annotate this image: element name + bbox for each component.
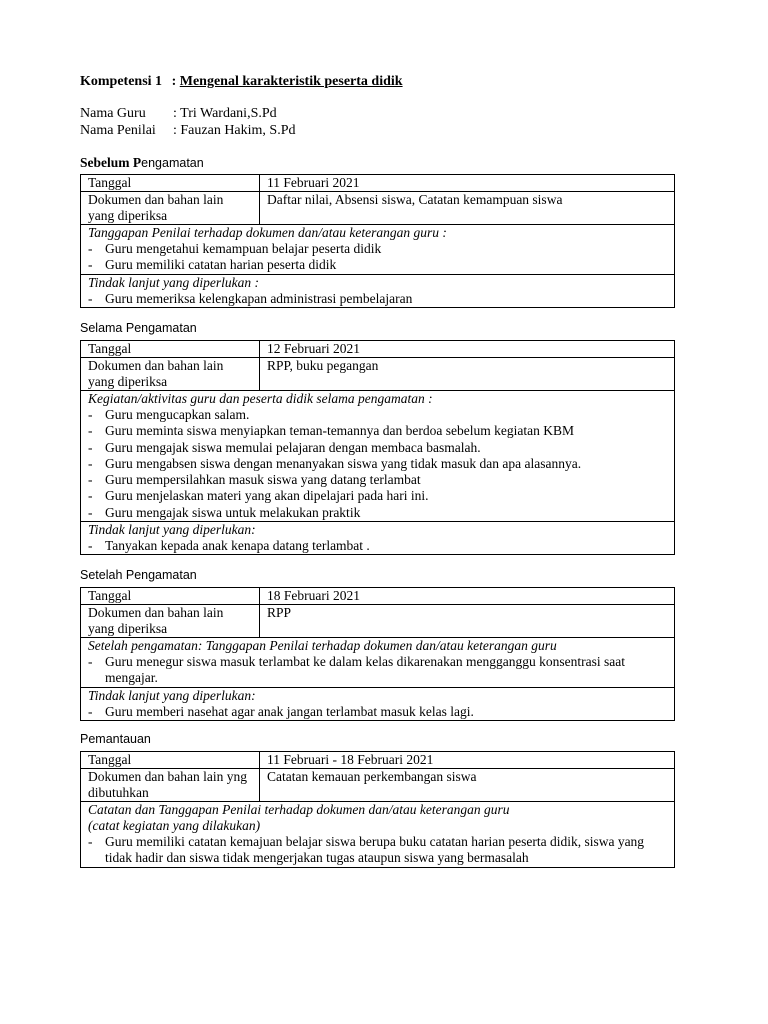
assessor-name-row (80, 123, 296, 139)
date-label: Tanggal (81, 341, 260, 358)
table-during (80, 340, 675, 555)
page-title (80, 74, 403, 90)
list-item: - Tanyakan kepada anak kenapa datang terlambat . (88, 538, 667, 554)
activities-title: Kegiatan/aktivitas guru dan peserta didik selama pengamatan : (88, 391, 433, 406)
list-item: - Guru mengajak siswa untuk melakukan praktik (88, 505, 667, 521)
assessor-response-title: Tanggapan Penilai terhadap dokumen dan/atau keterangan guru : (88, 225, 447, 240)
list-item: - Guru mengetahui kemampuan belajar peserta didik (88, 241, 667, 257)
teacher-name-row (80, 106, 277, 122)
date-value: 11 Februari - 18 Februari 2021 (260, 752, 675, 769)
list-item: - Guru menegur siswa masuk terlambat ke dalam kelas dikarenakan mengganggu konsentrasi saat mengajar. (88, 654, 667, 687)
competency-title: Mengenal karakteristik peserta didik (179, 74, 403, 89)
section-heading-before-bold: Sebelum P (80, 155, 142, 170)
notes-title: Catatan dan Tanggapan Penilai terhadap dokumen dan/atau keterangan guru (88, 802, 510, 817)
followup-title: Tindak lanjut yang diperlukan: (88, 522, 256, 538)
notes-subtitle: (catat kegiatan yang dilakukan) (88, 818, 261, 833)
assessor-response-cell (81, 225, 675, 275)
list-item: - Guru memberi nasehat agar anak jangan terlambat masuk kelas lagi. (88, 704, 667, 720)
title-separator: : (171, 74, 177, 89)
documents-label: Dokumen dan bahan lain yang diperiksa (81, 192, 260, 225)
list-item: - Guru mempersilahkan masuk siswa yang datang terlambat (88, 472, 667, 488)
notes-cell (81, 802, 675, 868)
list-item: - Guru mengucapkan salam. (88, 407, 667, 423)
date-label: Tanggal (81, 588, 260, 605)
documents-value: Daftar nilai, Absensi siswa, Catatan kemampuan siswa (260, 192, 675, 225)
followup-title: Tindak lanjut yang diperlukan : (88, 274, 259, 290)
assessor-name-value: : Fauzan Hakim, S.Pd (173, 123, 296, 138)
date-label: Tanggal (81, 175, 260, 192)
date-value: 18 Februari 2021 (260, 588, 675, 605)
section-heading-during: Selama Pengamatan (80, 321, 197, 335)
table-after (80, 587, 675, 721)
teacher-name-value: : Tri Wardani,S.Pd (173, 106, 277, 121)
table-before (80, 174, 675, 308)
assessor-response-title: Setelah pengamatan: Tanggapan Penilai terhadap dokumen dan/atau keterangan guru (88, 638, 557, 653)
assessor-name-label: Nama Penilai (80, 123, 156, 138)
documents-label: Dokumen dan bahan lain yang diperiksa (81, 605, 260, 638)
section-heading-after: Setelah Pengamatan (80, 568, 197, 582)
documents-value: Catatan kemauan perkembangan siswa (260, 769, 675, 802)
documents-label: Dokumen dan bahan lain yng dibutuhkan (81, 769, 260, 802)
section-heading-before (80, 155, 204, 171)
list-item: - Guru memiliki catatan harian peserta didik (88, 257, 667, 273)
teacher-name-label: Nama Guru (80, 106, 146, 121)
section-heading-before-rest: engamatan (141, 156, 204, 170)
followup-title: Tindak lanjut yang diperlukan: (88, 687, 256, 703)
list-item: - Guru mengabsen siswa dengan menanyakan siswa yang tidak masuk dan apa alasannya. (88, 456, 667, 472)
competency-label: Kompetensi 1 (80, 74, 163, 89)
list-item: - Guru meminta siswa menyiapkan teman-temannya dan berdoa sebelum kegiatan KBM (88, 423, 667, 439)
followup-cell (81, 687, 675, 720)
section-heading-monitoring: Pemantauan (80, 732, 151, 746)
date-label: Tanggal (81, 752, 260, 769)
followup-cell (81, 522, 675, 555)
followup-cell (81, 274, 675, 307)
date-value: 11 Februari 2021 (260, 175, 675, 192)
documents-label: Dokumen dan bahan lain yang diperiksa (81, 358, 260, 391)
list-item: - Guru memeriksa kelengkapan administrasi pembelajaran (88, 291, 667, 307)
list-item: - Guru memiliki catatan kemajuan belajar siswa berupa buku catatan harian peserta didik, siswa yang tidak hadir dan siswa tidak mengerjakan tugas ataupun siswa yang bermasalah (88, 834, 667, 867)
list-item: - Guru menjelaskan materi yang akan dipelajari pada hari ini. (88, 488, 667, 504)
date-value: 12 Februari 2021 (260, 341, 675, 358)
table-monitoring (80, 751, 675, 868)
assessor-response-cell (81, 638, 675, 688)
activities-cell (81, 391, 675, 522)
documents-value: RPP, buku pegangan (260, 358, 675, 391)
list-item: - Guru mengajak siswa memulai pelajaran dengan membaca basmalah. (88, 440, 667, 456)
documents-value: RPP (260, 605, 675, 638)
